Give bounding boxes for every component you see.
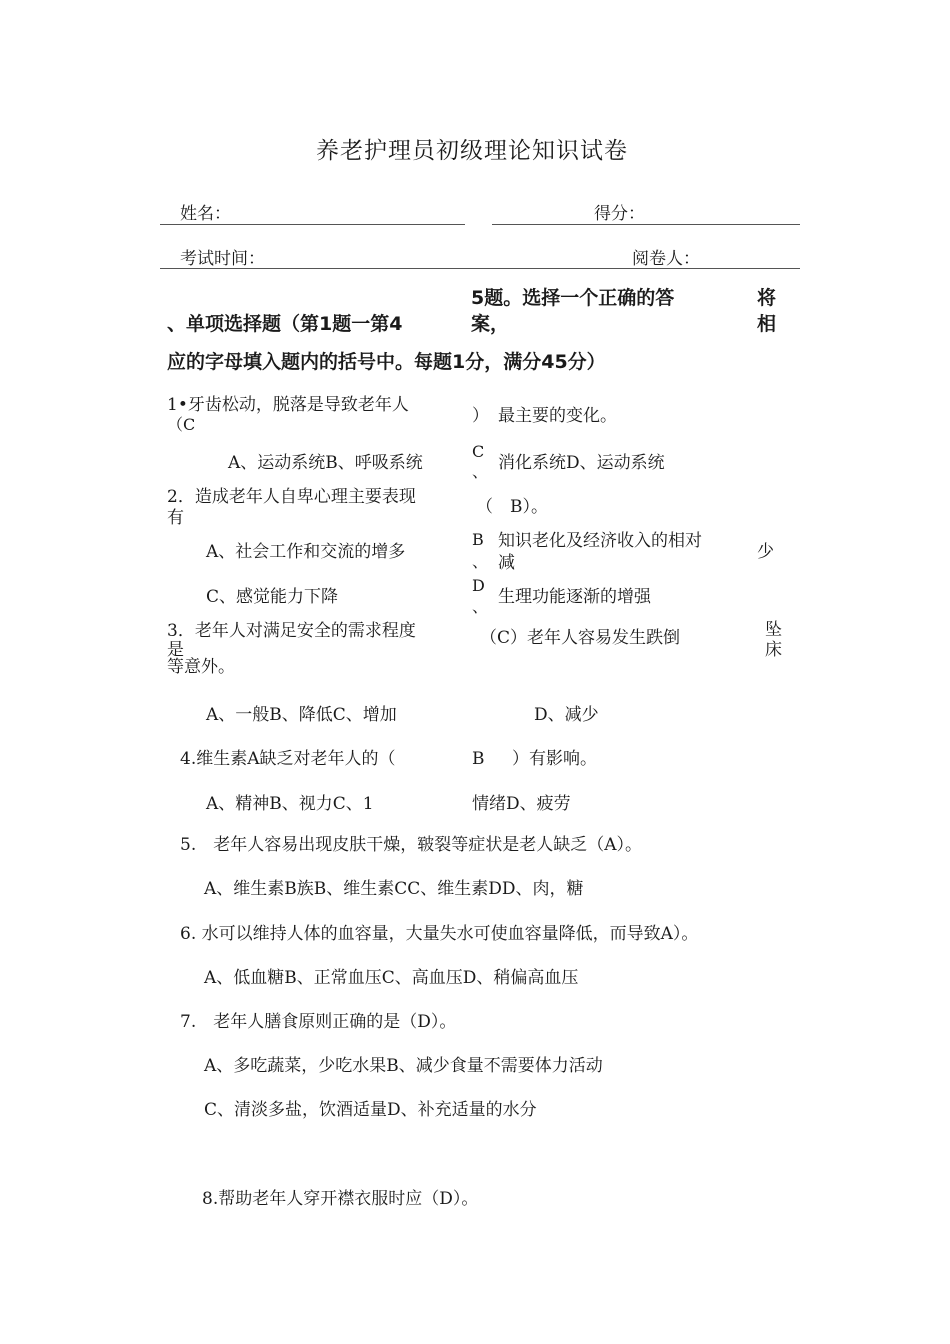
section-instructions: 应的字母填入题内的括号中。每题1分，满分45分） [167, 351, 606, 373]
q2-option-b-cont: 减 [498, 553, 515, 573]
name-label: 姓名： [180, 204, 231, 224]
name-underline [160, 224, 465, 225]
q4-stem-b: B [472, 749, 485, 769]
q3-stem-a2: 是 [167, 640, 184, 660]
q2-option-d: 生理功能逐渐的增强 [498, 587, 651, 607]
q7-option-c-d: C、清淡多盐，饮酒适量D、补充适量的水分 [204, 1100, 537, 1120]
q3-stem-c2: 床 [765, 640, 782, 660]
q2-option-c: C、感觉能力下降 [206, 587, 339, 607]
q1-option-c-mark-sep: 、 [472, 462, 489, 481]
q4-option-a-c: A、精神B、视力C、1 [206, 794, 374, 814]
q2-option-d-mark: D [472, 576, 485, 595]
q6-options: A、低血糖B、正常血压C、高血压D、稍偏高血压 [204, 968, 579, 988]
q2-option-b: 知识老化及经济收入的相对 [498, 531, 702, 551]
q1-stem-b: ） [472, 406, 489, 426]
q1-option-c-mark: C [472, 442, 485, 461]
q1-option-a-b: A、运动系统B、呼吸系统 [228, 453, 423, 473]
q1-stem-a: 1•牙齿松动，脱落是导致老年人 [167, 395, 409, 415]
q2-stem-a2: 有 [167, 508, 184, 528]
section-heading-part-b1: 5题。选择一个正确的答 [471, 287, 675, 309]
q3-option-d: D、减少 [534, 705, 599, 725]
exam-time-label: 考试时间： [180, 249, 265, 269]
section-heading-part-c2: 相 [757, 313, 777, 335]
q2-option-d-mark-sep: 、 [472, 597, 489, 616]
q3-stem-c: 坠 [765, 620, 782, 640]
q8-stem: 8.帮助老年人穿开襟衣服时应（D）。 [202, 1189, 479, 1209]
q4-stem-c: ）有影响。 [512, 749, 597, 769]
q2-option-b-end: 少 [757, 542, 774, 562]
q7-option-a-b: A、多吃蔬菜，少吃水果B、减少食量不需要体力活动 [204, 1056, 603, 1076]
q1-stem-c: 最主要的变化。 [498, 406, 617, 426]
q5-options: A、维生素B族B、维生素CC、维生素DD、肉，糖 [204, 879, 584, 899]
q1-stem-a2: （C [167, 415, 196, 434]
q2-option-a: A、社会工作和交流的增多 [206, 542, 406, 562]
q1-option-c-d: 消化系统D、运动系统 [498, 453, 665, 473]
time-reviewer-underline [160, 268, 800, 269]
q2-stem-b: （ B）。 [476, 497, 548, 517]
q5-stem: 5. 老年人容易出现皮肤干燥，皲裂等症状是老人缺乏（A）。 [180, 835, 642, 855]
q4-option-c-d: 情绪D、疲劳 [472, 794, 571, 814]
q4-stem-a: 4.维生素A缺乏对老年人的（ [180, 749, 396, 769]
page-title: 养老护理员初级理论知识试卷 [316, 138, 628, 164]
q7-stem: 7. 老年人膳食原则正确的是（D）。 [180, 1012, 457, 1032]
score-underline [492, 224, 800, 225]
q2-option-b-mark: B [472, 530, 484, 549]
q6-stem: 6. 水可以维持人体的血容量，大量失水可使血容量降低，而导致A）。 [180, 924, 699, 944]
reviewer-label: 阅卷人： [632, 249, 700, 269]
score-label: 得分： [594, 204, 645, 224]
q3-stem-d: 等意外。 [167, 657, 235, 677]
q3-stem-a: 3．老年人对满足安全的需求程度 [167, 621, 416, 641]
q2-option-b-mark-sep: 、 [472, 552, 489, 571]
section-heading-part-c1: 将 [757, 287, 777, 309]
section-heading-part-a: 、单项选择题（第1题一第4 [167, 313, 403, 335]
q3-option-a-c: A、一般B、降低C、增加 [206, 705, 397, 725]
q3-stem-b: （C）老年人容易发生跌倒 [480, 628, 681, 648]
section-heading-part-b2: 案， [471, 313, 510, 335]
q2-stem-a: 2．造成老年人自卑心理主要表现 [167, 487, 416, 507]
